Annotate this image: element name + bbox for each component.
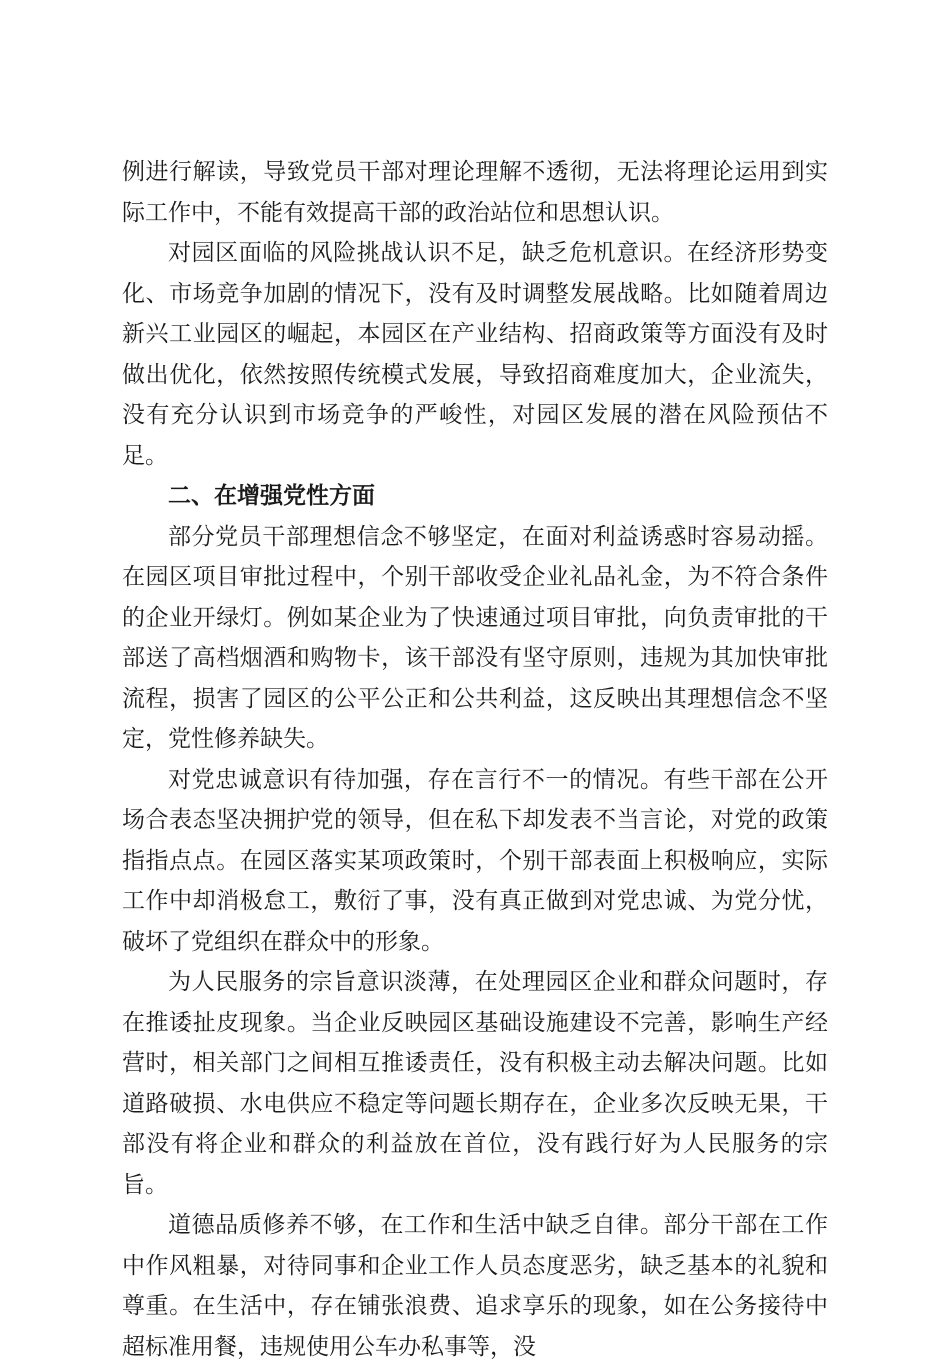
paragraph-moral-cultivation: 道德品质修养不够，在工作和生活中缺乏自律。部分干部在工作中作风粗暴，对待同事和企业工作人员态度恶劣，缺乏基本的礼貌和尊重。在生活中，存在铺张浪费、追求享乐的现象，如在公务接待中超标准用餐，违规使用公车办私事等，没 [122, 1212, 828, 1360]
paragraph-serve-people: 为人民服务的宗旨意识淡薄，在处理园区企业和群众问题时，存在推诿扯皮现象。当企业反映园区基础设施建设不完善，影响生产经营时，相关部门之间相互推诿责任，没有积极主动去解决问题。比如道路破损、水电供应不稳定等问题长期存在，企业多次反映无果，干部没有将企业和群众的利益放在首位，没有践行好为人民服务的宗旨。 [122, 969, 828, 1198]
paragraph-ideals-beliefs: 部分党员干部理想信念不够坚定，在面对利益诱惑时容易动摇。在园区项目审批过程中，个别干部收受企业礼品礼金，为不符合条件的企业开绿灯。例如某企业为了快速通过项目审批，向负责审批的干部送了高档烟酒和购物卡，该干部没有坚守原则，违规为其加快审批流程，损害了园区的公平公正和公共利益，这反映出其理想信念不坚定，党性修养缺失。 [122, 523, 828, 752]
paragraph-party-loyalty: 对党忠诚意识有待加强，存在言行不一的情况。有些干部在公开场合表态坚决拥护党的领导，但在私下却发表不当言论，对党的政策指指点点。在园区落实某项政策时，个别干部表面上积极响应，实际工作中却消极怠工，敷衍了事，没有真正做到对党忠诚、为党分忧，破坏了党组织在群众中的形象。 [122, 766, 828, 955]
section-heading: 二、在增强党性方面 [168, 483, 375, 509]
document-body [122, 152, 828, 1367]
paragraph-risk-awareness: 对园区面临的风险挑战认识不足，缺乏危机意识。在经济形势变化、市场竞争加剧的情况下，没有及时调整发展战略。比如随着周边新兴工业园区的崛起，本园区在产业结构、招商政策等方面没有及时做出优化，依然按照传统模式发展，导致招商难度加大，企业流失，没有充分认识到市场竞争的严峻性，对园区发展的潜在风险预估不足。 [122, 240, 828, 469]
paragraph-continuation: 例进行解读，导致党员干部对理论理解不透彻，无法将理论运用到实际工作中，不能有效提高干部的政治站位和思想认识。 [122, 159, 828, 226]
